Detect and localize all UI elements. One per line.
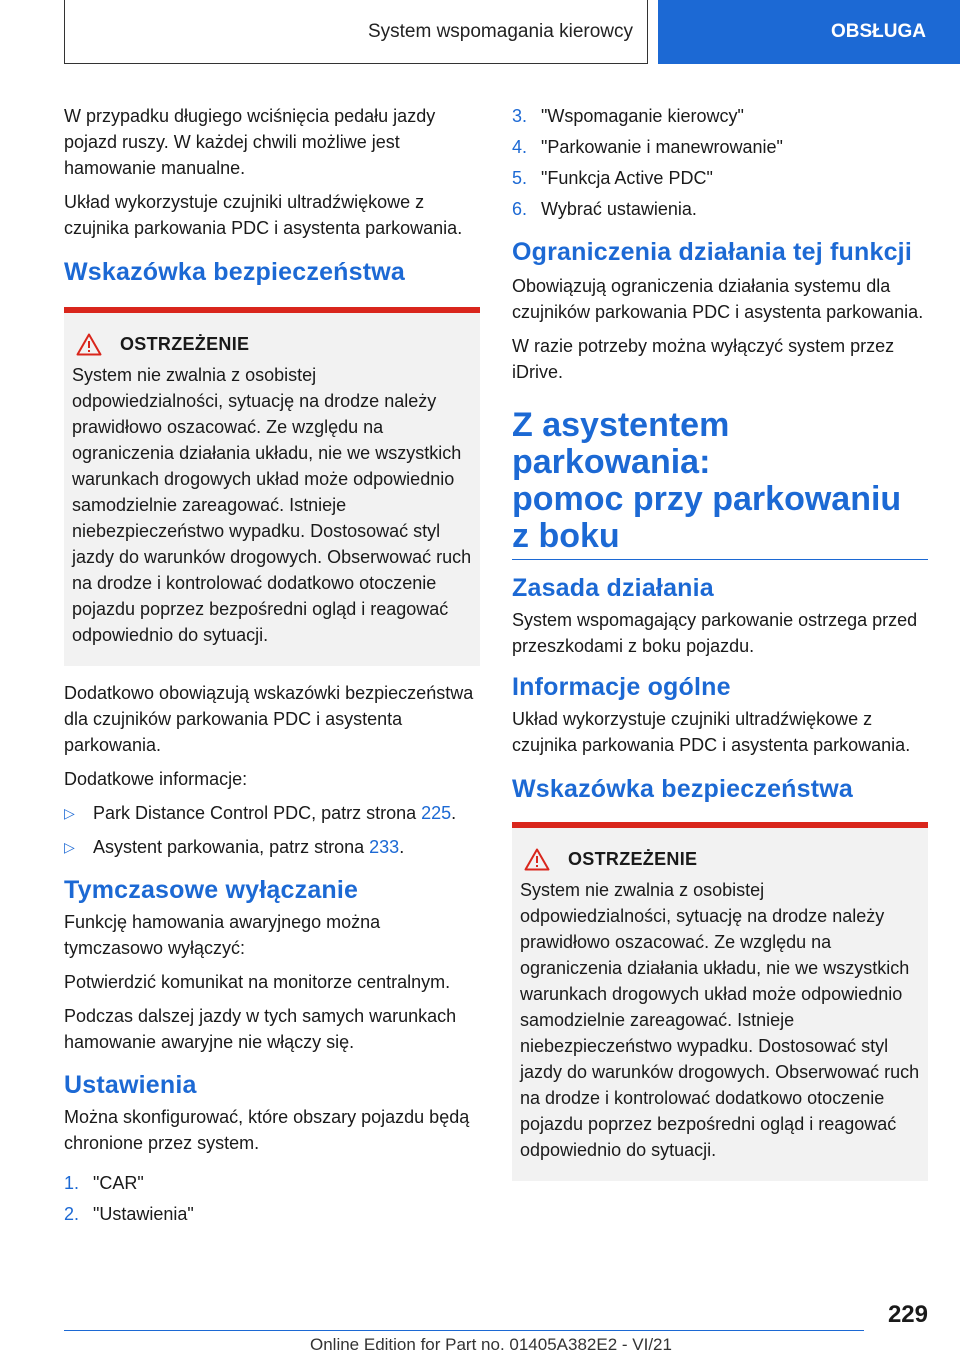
warning-triangle-icon	[524, 848, 550, 871]
section-title: System wspomagania kierowcy	[367, 20, 633, 42]
warning-title: OSTRZEŻENIE	[568, 849, 698, 869]
page-number: 229	[887, 1301, 928, 1328]
footer-edition: Online Edition for Part no. 01405A382E2 - VI/21	[310, 1335, 672, 1354]
paragraph: System wspomagający parkowanie ostrzega przed przeszkodami z boku pojazdu.	[512, 610, 918, 656]
step-item: 1. "CAR"	[64, 1173, 144, 1193]
section-heading: Ustawienia	[64, 1071, 197, 1099]
page-link[interactable]: 225	[421, 803, 452, 823]
chapter-tab[interactable]	[658, 0, 960, 64]
paragraph: Układ wykorzystuje czujniki ultradźwiękowe z czujnika parkowania PDC i asystenta parkowania.	[64, 192, 463, 238]
step-item: 6. Wybrać ustawienia.	[512, 199, 697, 219]
left-column	[64, 103, 480, 1232]
warning-title: OSTRZEŻENIE	[120, 334, 250, 354]
step-item: 5. "Funkcja Active PDC"	[512, 168, 713, 188]
paragraph: Obowiązują ograniczenia działania systemu dla czujników parkowania PDC i asystenta parkowania.	[512, 276, 924, 322]
step-item: 4. "Parkowanie i manewrowanie"	[512, 137, 783, 157]
triangle-bullet-icon: ▷	[64, 839, 75, 855]
right-column	[512, 103, 928, 1181]
triangle-bullet-icon: ▷	[64, 805, 75, 821]
paragraph: W razie potrzeby można wyłączyć system przez iDrive.	[512, 336, 895, 382]
warning-text: System nie zwalnia z osobistej odpowiedzialności, sytuację na drodze należy prawidłowo oszacować. Ze względu na ograniczenia działania układu, nie we wszystkich warunkach drogowych układ może odpowiednio samodzielnie zareagować. Istnieje niebezpieczeństwo wypadku. Dostosować styl jazdy do warunków drogowych. Obserwować ruch na drodze i kontrolować dodatkowo otoczenie pojazdu poprzez bezpośredni ogląd i reagować odpowiednio do sytuacji.	[520, 880, 920, 1160]
warning-box	[64, 307, 480, 666]
section-heading: Ograniczenia działania tej funkcji	[512, 238, 912, 266]
page-link[interactable]: 233	[369, 837, 400, 857]
paragraph: Podczas dalszej jazdy w tych samych warunkach hamowanie awaryjne nie włączy się.	[64, 1006, 457, 1052]
paragraph: Układ wykorzystuje czujniki ultradźwiękowe z czujnika parkowania PDC i asystenta parkowania.	[512, 709, 911, 755]
section-heading: Tymczasowe wyłączanie	[64, 876, 359, 904]
warning-text: System nie zwalnia z osobistej odpowiedzialności, sytuację na drodze należy prawidłowo oszacować. Ze względu na ograniczenia działania układu, nie we wszystkich warunkach drogowych układ może odpowiednio samodzielnie zareagować. Istnieje niebezpieczeństwo wypadku. Dostosować styl jazdy do warunków drogowych. Obserwować ruch na drodze i kontrolować dodatkowo otoczenie pojazdu poprzez bezpośredni ogląd i reagować odpowiednio do sytuacji.	[72, 365, 472, 645]
list-item: ▷ Park Distance Control PDC, patrz strona 225.	[64, 800, 480, 826]
section-heading: Informacje ogólne	[512, 673, 731, 701]
paragraph: Dodatkowo obowiązują wskazówki bezpieczeństwa dla czujników parkowania PDC i asystenta parkowania.	[64, 683, 474, 755]
footer-rule	[64, 1330, 864, 1331]
chapter-heading: Z asystentem parkowania: pomoc przy parkowaniu z boku	[512, 406, 902, 555]
warning-triangle-icon	[76, 333, 102, 356]
section-heading: Wskazówka bezpieczeństwa	[64, 258, 406, 286]
list-item: ▷ Asystent parkowania, patrz strona 233.	[64, 834, 480, 860]
step-item: 3. "Wspomaganie kierowcy"	[512, 106, 744, 126]
paragraph: Można skonfigurować, które obszary pojazdu będą chronione przez system.	[64, 1107, 470, 1153]
paragraph: Funkcję hamowania awaryjnego można tymczasowo wyłączyć:	[64, 912, 381, 958]
paragraph: W przypadku długiego wciśnięcia pedału jazdy pojazd ruszy. W każdej chwili możliwe jest hamowanie manualne.	[64, 106, 436, 178]
section-heading: Zasada działania	[512, 574, 714, 602]
step-item: 2. "Ustawienia"	[64, 1204, 194, 1224]
section-heading: Wskazówka bezpieczeństwa	[512, 775, 854, 803]
header-section-title	[64, 0, 648, 64]
heading-rule	[512, 559, 928, 560]
paragraph: Potwierdzić komunikat na monitorze centralnym.	[64, 972, 451, 992]
chapter-tab-label: OBSŁUGA	[831, 21, 926, 42]
warning-box	[512, 822, 928, 1181]
paragraph: Dodatkowe informacje:	[64, 769, 248, 789]
